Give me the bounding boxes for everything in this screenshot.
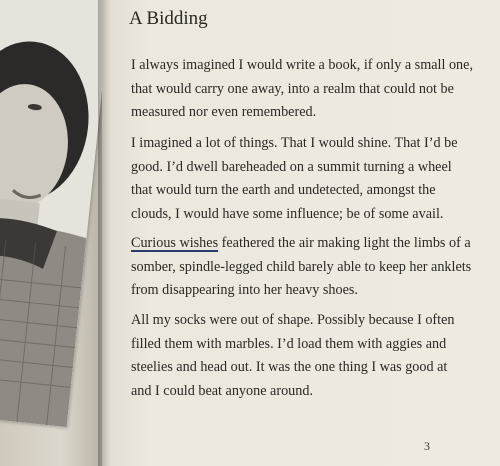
girl-photograph [0,0,113,427]
girl-portrait-image [0,0,113,427]
book-gutter [98,0,112,466]
text-line: good. I’d dwell bareheaded on a summit turning a wheel [131,158,452,175]
chapter-title: A Bidding [129,8,208,29]
text-line: All my socks were out of shape. Possibly because I often [131,312,455,328]
text-line: steelies and head out. It was the one thing I was good at [131,359,448,375]
text-line: I imagined a lot of things. That I would shine. That I’d be [131,135,458,151]
text-line: that would turn the earth and undetected, amongst the [131,182,436,198]
text-line: from disappearing into her heavy shoes. [131,282,358,298]
paragraph-2 [131,132,471,226]
paragraph-3 [131,232,471,303]
text-line: filled them with marbles. I’d load them with aggies and [131,335,447,352]
text-span: feathered the air making light the limbs of a [218,235,471,251]
text-line: and I could beat anyone around. [131,382,314,399]
paragraph-1 [131,54,471,125]
paragraph-4 [131,309,471,403]
left-page [0,0,102,466]
text-line [131,232,471,256]
page-number: 3 [424,439,430,453]
text-line: measured nor even remembered. [131,104,317,120]
text-line: clouds, I would have some influence; be of some avail. [131,205,444,222]
underlined-phrase: Curious wishes [131,235,219,251]
text-line: I always imagined I would write a book, if only a small one, [131,57,473,73]
text-line: that would carry one away, into a realm that could not be [131,80,454,97]
text-line: somber, spindle-legged child barely able to keep her anklets [131,258,472,275]
